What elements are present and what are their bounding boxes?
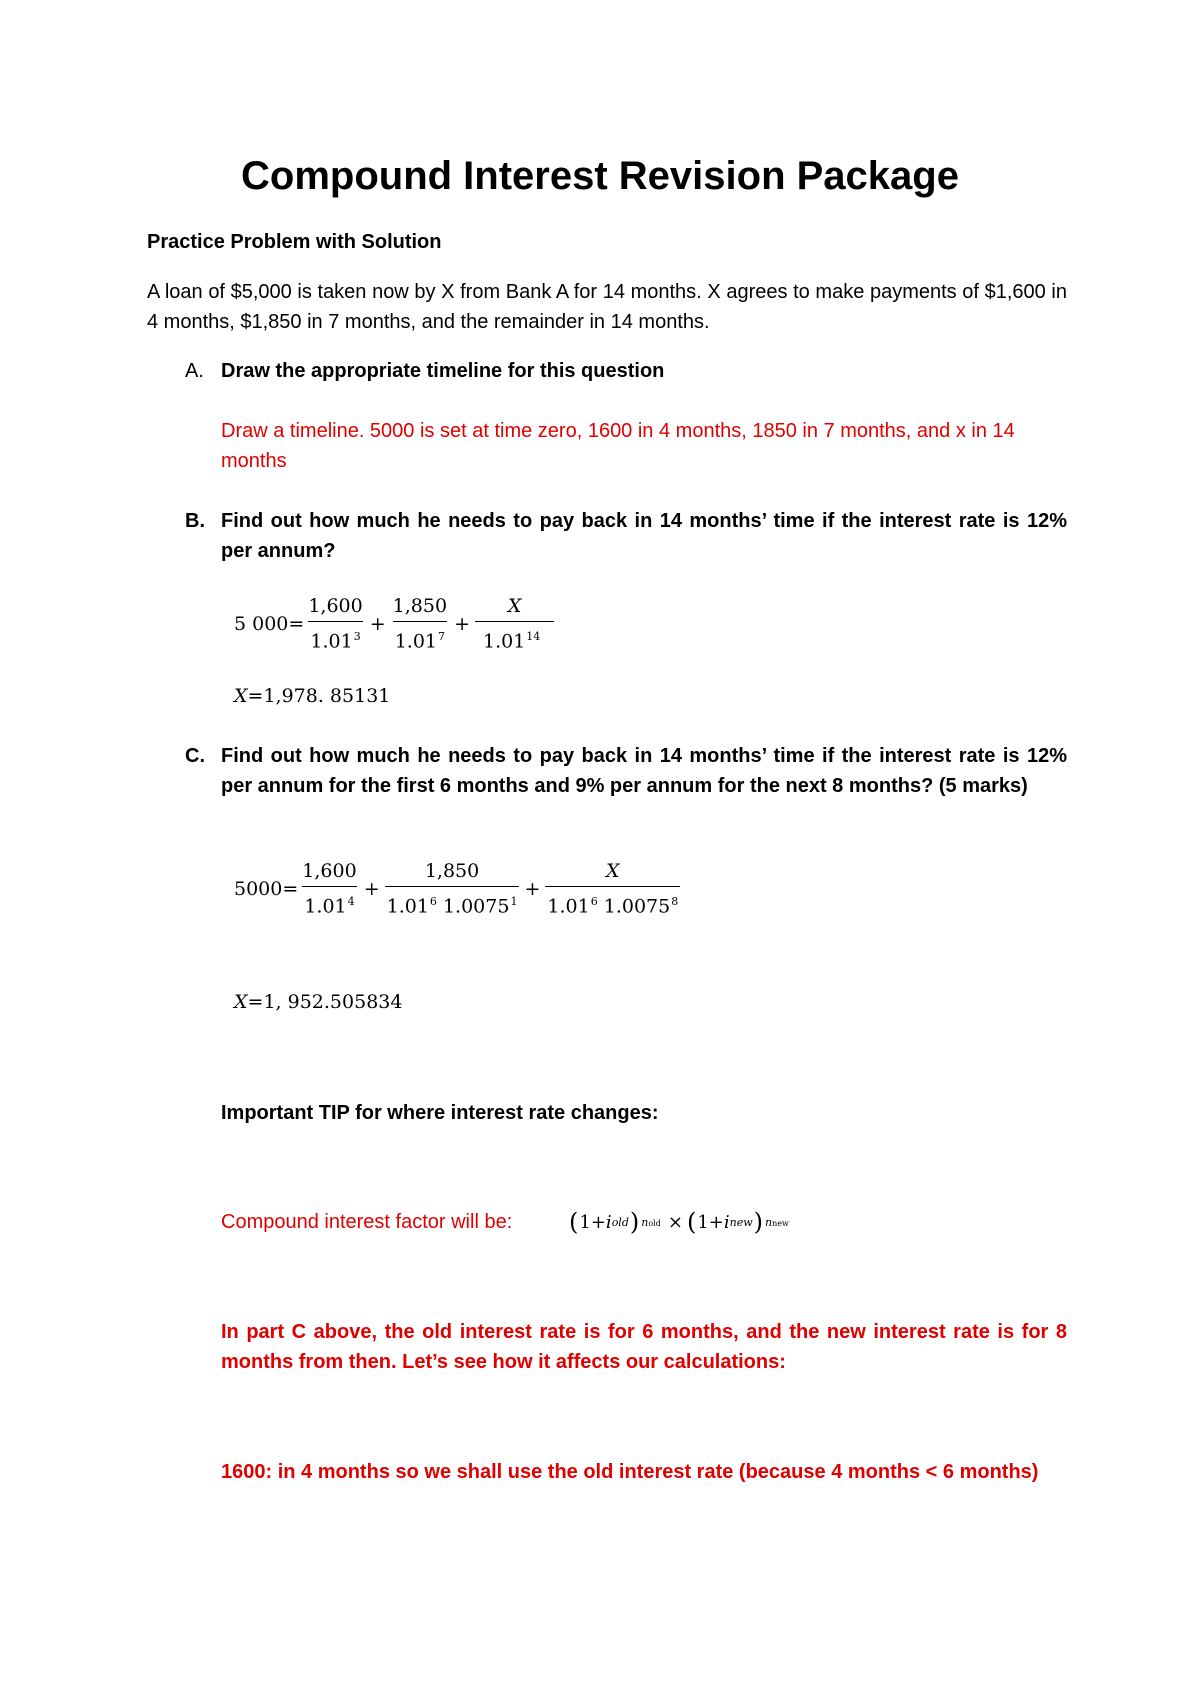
part-b-result: X =1,978. 85131: [234, 685, 391, 707]
part-b-equation: [234, 592, 556, 656]
factor-label: Compound interest factor will be:: [221, 1211, 513, 1233]
equation-lhs: 5000=: [234, 878, 299, 900]
plus-sign: +: [524, 878, 541, 900]
plus-sign: +: [454, 613, 470, 635]
equation-lhs: 5 000=: [234, 613, 305, 635]
part-c-result: X =1, 952.505834: [234, 991, 403, 1013]
part-c-marker: C.: [185, 745, 205, 767]
fraction-term-2: $\frac{1,850}{1.01^6 1.0075^1}$: [386, 860, 518, 918]
part-c-question: Find out how much he needs to pay back in 14 months’ time if the interest rate is 12% per annum for the first 6 months and 9% per annum for the next 8 months? (5 marks): [221, 745, 1067, 797]
part-a-answer: Draw a timeline. 5000 is set at time zero, 1600 in 4 months, 1850 in 7 months, and x in 14 months: [221, 420, 1015, 472]
step-1600-note: 1600: in 4 months so we shall use the old interest rate (because 4 months < 6 months): [221, 1461, 1039, 1483]
plus-sign: +: [369, 613, 386, 635]
part-b-question: Find out how much he needs to pay back in 14 months’ time if the interest rate is 12% per annum?: [221, 510, 1067, 562]
part-a-marker: A.: [185, 360, 204, 382]
fraction-term-1: $\frac{1,600}{1.01^4}$: [302, 860, 357, 918]
part-c-equation: [234, 857, 682, 921]
plus-sign: +: [363, 878, 380, 900]
problem-statement: A loan of $5,000 is taken now by X from Bank A for 14 months. X agrees to make payments of $1,600 in 4 months, $1,850 in 7 months, and the remainder in 14 months.: [147, 281, 1067, 333]
compound-factor-formula: ( 1+ i old ) nold × ( 1+ i new ) nnew: [569, 1208, 789, 1236]
page-title: Compound Interest Revision Package: [241, 154, 959, 198]
section-heading: Practice Problem with Solution: [147, 231, 442, 253]
fraction-term-1: $\frac{1,600}{1.01^3}$: [308, 595, 363, 653]
fraction-term-3: $\frac{X}{1.01^6 1.0075^8}$: [547, 860, 679, 918]
fraction-term-3: $\frac{X}{1.01^{14}}$: [475, 594, 554, 653]
tip-note: In part C above, the old interest rate is for 6 months, and the new interest rate is for 8 months from then. Let’s see how it affects our calculations:: [221, 1321, 1067, 1373]
fraction-term-2: $\frac{1,850}{1.01^7}$: [392, 595, 448, 653]
tip-heading: Important TIP for where interest rate changes:: [221, 1102, 659, 1124]
part-b-marker: B.: [185, 510, 205, 532]
part-a-question: Draw the appropriate timeline for this question: [221, 360, 665, 382]
